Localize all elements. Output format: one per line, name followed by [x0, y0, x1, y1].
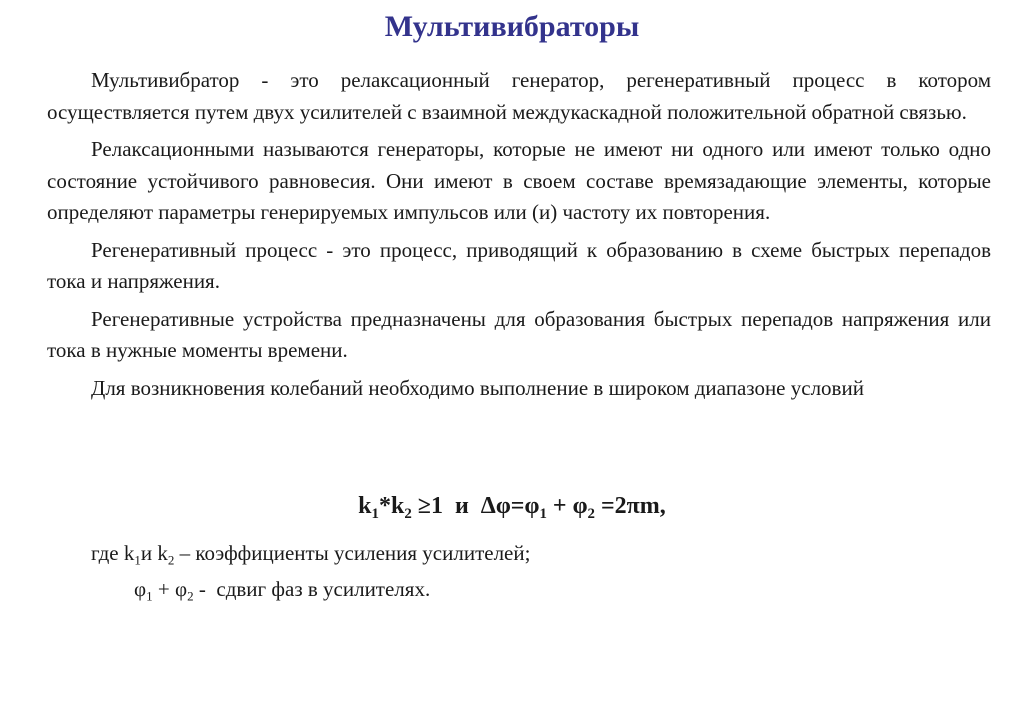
legend-phi-prefix: φ [134, 577, 147, 601]
formula-k2: *k [378, 493, 405, 519]
paragraph-definition: Мультивибратор - это релаксационный генератор, регенеративный процесс в котором осуществляется путем двух усилителей с взаимной междукаскадной положительной обратной связью. [47, 68, 991, 124]
legend-phi-text: - сдвиг фаз в усилителях. [193, 577, 431, 601]
paragraph-oscillation-conditions: Для возникновения колебаний необходимо выполнение в широком диапазоне условий [91, 375, 864, 400]
legend-phi-sub-2: 2 [187, 588, 194, 604]
slide-title: Мультивибраторы [384, 10, 640, 43]
legend-k-text: – коэффициенты усиления усилителей; [174, 541, 531, 565]
legend-k-sub-1: 1 [134, 552, 141, 568]
formula-k1: k [358, 493, 372, 519]
formula-sub-2: 2 [404, 506, 412, 523]
formula-delta-phi: Δφ=φ [480, 493, 540, 519]
paragraph-regenerative-devices: Регенеративные устройства предназначены для образования быстрых перепадов напряжения или тока в нужные моменты времени. [47, 306, 991, 362]
legend-phi-sub-1: 1 [146, 588, 153, 604]
legend-phi-mid: + φ [152, 577, 188, 601]
formula-ge: ≥1 и [411, 493, 481, 519]
paragraph-regenerative-process: Регенеративный процесс - это процесс, приводящий к образованию в схеме быстрых перепадов тока и напряжения. [47, 237, 991, 293]
legend-gain [91, 538, 530, 568]
oscillation-condition-formula [0, 489, 1024, 523]
formula-sub-1: 1 [371, 506, 379, 523]
paragraph-relaxation: Релаксационными называются генераторы, которые не имеют ни одного или имеют только одно состояние устойчивого равновесия. Они имеют в своем составе времязадающие элементы, которые определяют параметры генерируемых импульсов или (и) частоту их повторения. [47, 137, 991, 224]
formula-tail: =2πm, [594, 493, 666, 519]
formula-phi-sub-1: 1 [539, 506, 547, 523]
legend-k-mid: и k [140, 541, 168, 565]
legend-k-sub-2: 2 [167, 552, 175, 568]
body-text [47, 65, 991, 404]
formula-phi-sub-2: 2 [587, 506, 595, 523]
legend-k-prefix: где k [91, 541, 135, 565]
formula-plus-phi: + φ [546, 493, 588, 519]
legend-phase [134, 574, 430, 604]
